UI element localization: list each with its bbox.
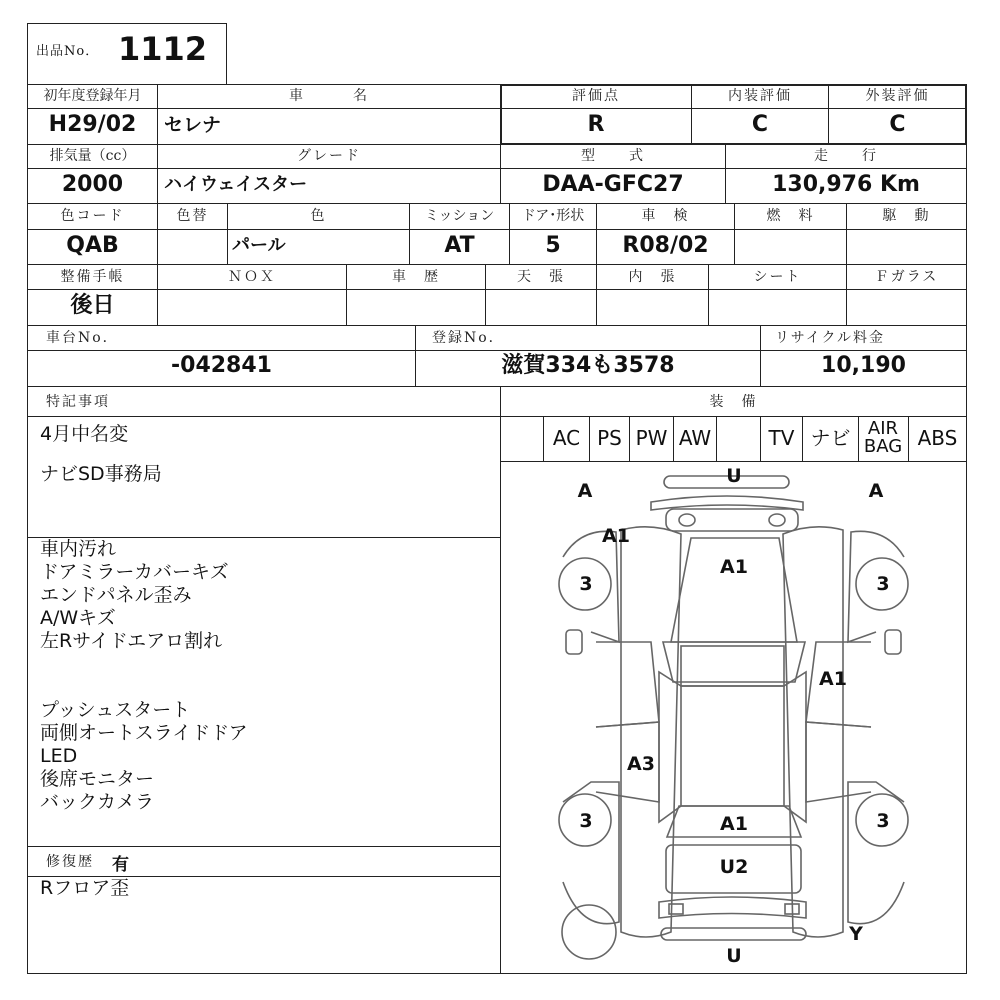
special-note-1: 4月中名変 [40, 423, 129, 445]
damage-hood: A1 [720, 556, 748, 578]
registration-value: 滋賀334も3578 [501, 353, 675, 378]
damage-right-side: A1 [819, 668, 847, 690]
special-line-5: 左Rサイドエアロ割れ [40, 630, 223, 652]
fuel-label: 燃 料 [766, 208, 815, 224]
nox-label: ＮＯＸ [228, 269, 276, 285]
damage-rear: U2 [719, 856, 749, 878]
equipment-aw: AW [678, 426, 712, 450]
damage-rear-glass: A1 [720, 813, 748, 835]
registration-label: 登録No． [432, 330, 505, 346]
damage-spare: Y [849, 923, 863, 945]
color-code-value: QAB [66, 233, 119, 258]
exterior-value: C [889, 112, 906, 137]
chassis-value: -042841 [171, 353, 272, 378]
displacement-label: 排気量（cc） [49, 148, 136, 164]
mission-label: ミッション [424, 208, 495, 224]
model-label: 型 式 [581, 148, 645, 164]
first-reg-label: 初年度登録年月 [43, 88, 142, 104]
special-line-4: A/Wキズ [40, 607, 116, 629]
damage-front-right: A [868, 480, 884, 502]
repair-value: 有 [112, 855, 129, 875]
car-name-value: セレナ [164, 114, 222, 136]
roof-label: 天 張 [517, 269, 565, 285]
damage-wheel-rr: 3 [876, 810, 890, 832]
special-line-10: バックカメラ [40, 791, 155, 813]
first-reg-value: H29/02 [48, 112, 137, 137]
exterior-label: 外装評価 [865, 88, 930, 104]
interior-value: C [751, 112, 769, 137]
car-diagram [501, 462, 966, 974]
interior-trim-label: 内 張 [628, 269, 677, 285]
mileage-label: 走 行 [814, 148, 878, 164]
special-line-9: 後席モニター [40, 768, 155, 790]
special-line-7: 両側オートスライドドア [40, 722, 248, 744]
car-name-label: 車 名 [289, 88, 369, 104]
special-line-8: LED [40, 745, 78, 767]
seat-label: シート [753, 269, 802, 285]
repair-detail: Rフロア歪 [40, 877, 130, 899]
equipment-navi: ナビ [810, 426, 851, 450]
door-value: 5 [545, 233, 561, 258]
interior-label: 内装評価 [728, 88, 792, 104]
maintenance-label: 整備手帳 [60, 269, 125, 285]
color-label: 色 [310, 208, 327, 224]
mileage-value: 130,976 Km [772, 172, 920, 197]
equipment-abs: ABS [917, 426, 958, 450]
special-note-2: ナビSD事務局 [40, 463, 162, 485]
score-value: R [587, 112, 605, 137]
score-label: 評価点 [572, 88, 620, 104]
equipment-ac: AC [552, 426, 581, 450]
damage-rear-bumper: U [726, 945, 742, 967]
damage-hood-left: A1 [602, 525, 630, 547]
door-label: ドア･形状 [521, 208, 585, 224]
model-value: DAA-GFC27 [542, 172, 684, 197]
f-glass-label: Ｆガラス [874, 269, 939, 285]
color-value: パール [232, 235, 286, 256]
equipment-label: 装 備 [709, 394, 758, 410]
repaint-label: 色替 [176, 208, 209, 224]
damage-left-side: A3 [627, 753, 655, 775]
equipment-tv: TV [768, 426, 795, 450]
damage-wheel-rl: 3 [579, 810, 593, 832]
equipment-pw: PW [635, 426, 668, 450]
special-label: 特記事項 [46, 394, 110, 410]
chassis-label: 車台No． [46, 330, 119, 346]
mission-value: AT [444, 233, 475, 258]
equipment-ps: PS [597, 426, 622, 450]
damage-front-bumper: U [726, 465, 742, 487]
grade-label: グレード [297, 148, 361, 164]
lot-label: 出品No． [36, 44, 100, 59]
maintenance-value: 後日 [70, 293, 115, 318]
recycle-value: 10,190 [821, 353, 906, 378]
special-line-1: 車内汚れ [40, 538, 117, 560]
color-code-label: 色コード [60, 208, 125, 224]
displacement-value: 2000 [61, 172, 124, 197]
lot-number: 1112 [118, 30, 208, 68]
damage-front-left: A [577, 480, 593, 502]
damage-wheel-fr: 3 [876, 573, 890, 595]
inspection-label: 車 検 [641, 208, 690, 224]
damage-wheel-fl: 3 [579, 573, 593, 595]
special-line-6: プッシュスタート [40, 699, 191, 721]
equipment-airbag: AIR BAG [863, 420, 903, 456]
history-label: 車 歴 [392, 269, 440, 285]
special-line-2: ドアミラーカバーキズ [40, 561, 229, 583]
recycle-label: リサイクル料金 [775, 330, 886, 346]
inspection-value: R08/02 [622, 233, 709, 258]
repair-label: 修復歴 [46, 854, 94, 870]
drive-label: 駆 動 [882, 208, 931, 224]
special-line-3: エンドパネル歪み [40, 584, 192, 606]
grade-value: ハイウェイスター [164, 174, 308, 195]
